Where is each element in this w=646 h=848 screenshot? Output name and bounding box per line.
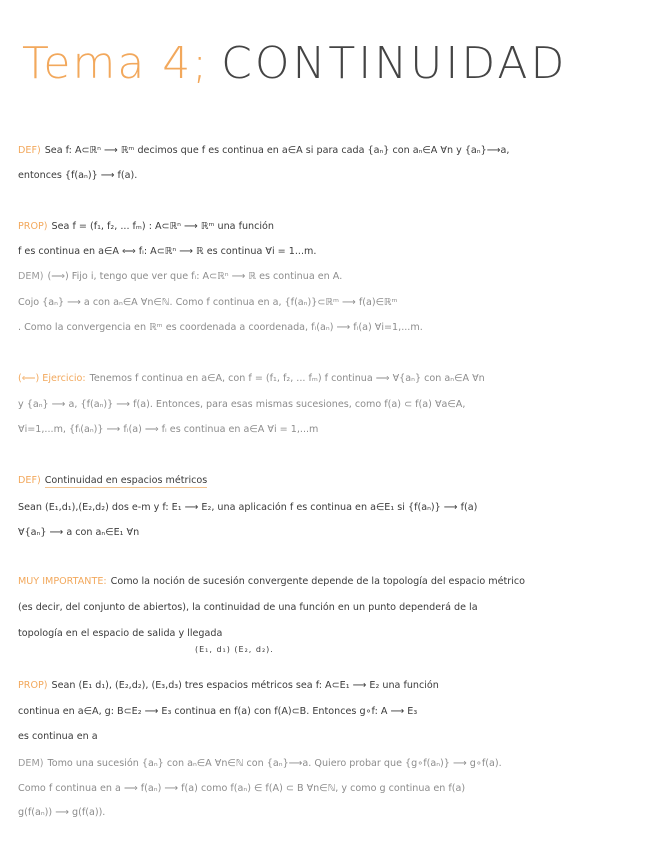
- section-heading: Continuidad en espacios métricos: [45, 475, 208, 488]
- title-part-1: Tema 4;: [22, 38, 210, 89]
- prop-tag: PROP): [18, 680, 48, 691]
- spaces-annotation: (E₁, d₁) (E₂, d₂).: [195, 645, 274, 654]
- prop-line-2: [18, 245, 634, 259]
- dem-text: (⟹) Fijo i, tengo que ver que fᵢ: A⊂ℝⁿ ⟶ ℝ es continua en A.: [47, 271, 343, 282]
- dem-line-2: [18, 296, 634, 310]
- def-tag: DEF): [18, 475, 41, 486]
- important-line-1: [18, 575, 634, 589]
- important-text: topología en el espacio de salida y llegada: [18, 628, 223, 639]
- dem-line-1: [18, 270, 634, 284]
- prop-line-1: [18, 220, 634, 234]
- dem-tag: DEM): [18, 758, 44, 769]
- dem-line-3: [18, 321, 634, 335]
- dem-tag: DEM): [18, 271, 44, 282]
- prop-tag: PROP): [18, 221, 48, 232]
- exercise-line-3: [18, 423, 634, 437]
- def-text: Sean (E₁,d₁),(E₂,d₂) dos e-m y f: E₁ ⟶ E₂, una aplicación f es continua en a∈E₁ si {f(aₙ)} ⟶ f(a): [18, 502, 478, 513]
- dem-text: . Como la convergencia en ℝᵐ es coordenada a coordenada, fᵢ(aₙ) ⟶ fᵢ(a) ∀i=1,...m.: [18, 322, 423, 333]
- dem2-line-1: [18, 757, 634, 771]
- prop2-line-3: [18, 730, 634, 744]
- prop-text: Sean (E₁ d₁), (E₂,d₂), (E₃,d₃) tres espacios métricos sea f: A⊂E₁ ⟶ E₂ una función: [51, 680, 439, 691]
- prop-text: Sea f = (f₁, f₂, ... fₘ) : A⊂ℝⁿ ⟶ ℝᵐ una función: [51, 221, 275, 232]
- dem-text: Cojo {aₙ} ⟶ a con aₙ∈A ∀n∈ℕ. Como f continua en a, {f(aₙ)}⊂ℝᵐ ⟶ f(a)∈ℝᵐ: [18, 297, 398, 308]
- dem-text: Como f continua en a ⟹ f(aₙ) ⟶ f(a) como f(aₙ) ∈ f(A) ⊂ B ∀n∈ℕ, y como g continua en f(a): [18, 783, 466, 794]
- def-metric-heading: [18, 474, 634, 488]
- prop-text: continua en a∈A, g: B⊂E₂ ⟶ E₃ continua en f(a) con f(A)⊂B. Entonces g∘f: A ⟶ E₃: [18, 706, 418, 717]
- exercise-text: ∀i=1,...m, {fᵢ(aₙ)} ⟶ fᵢ(a) ⟹ fᵢ es continua en a∈A ∀i = 1,...m: [18, 424, 319, 435]
- def-metric-line-2: [18, 526, 634, 540]
- def-text: Sea f: A⊂ℝⁿ ⟶ ℝᵐ decimos que f es continua en a∈A si para cada {aₙ} con aₙ∈A ∀n y {aₙ}⟶a,: [44, 145, 510, 156]
- dem-text: g(f(aₙ)) ⟶ g(f(a)).: [18, 807, 106, 818]
- exercise-line-1: [18, 372, 634, 386]
- exercise-text: y {aₙ} ⟶ a, {f(aₙ)} ⟶ f(a). Entonces, para esas mismas sucesiones, como f(a) ⊂ f(a) ∀a∈A,: [18, 399, 466, 410]
- important-tag: MUY IMPORTANTE:: [18, 576, 107, 587]
- dem2-line-3: [18, 806, 634, 820]
- def-continuity-line-1: [18, 144, 634, 158]
- important-line-2: [18, 601, 634, 615]
- exercise-line-2: [18, 398, 634, 412]
- prop2-line-2: [18, 705, 634, 719]
- prop2-line-1: [18, 679, 634, 693]
- important-text: (es decir, del conjunto de abiertos), la continuidad de una función en un punto dependerá de la: [18, 602, 478, 613]
- def-text: entonces {f(aₙ)} ⟶ f(a).: [18, 170, 138, 181]
- def-metric-line-1: [18, 501, 634, 515]
- prop-text: f es continua en a∈A ⟺ fᵢ: A⊂ℝⁿ ⟶ ℝ es continua ∀i = 1...m.: [18, 246, 317, 257]
- important-text: Como la noción de sucesión convergente depende de la topología del espacio métrico: [110, 576, 526, 587]
- exercise-tag: (⟸) Ejercicio:: [18, 373, 86, 384]
- def-continuity-line-2: [18, 169, 634, 183]
- def-text: ∀{aₙ} ⟶ a con aₙ∈E₁ ∀n: [18, 527, 140, 538]
- title-part-2: CONTINUIDAD: [221, 38, 568, 89]
- dem2-line-2: [18, 782, 634, 796]
- page-title: [22, 38, 567, 89]
- exercise-text: Tenemos f continua en a∈A, con f = (f₁, f₂, ... fₘ) f continua ⟹ ∀{aₙ} con aₙ∈A ∀n: [89, 373, 485, 384]
- def-tag: DEF): [18, 145, 41, 156]
- prop-text: es continua en a: [18, 731, 98, 742]
- dem-text: Tomo una sucesión {aₙ} con aₙ∈A ∀n∈ℕ con {aₙ}⟶a. Quiero probar que {g∘f(aₙ)} ⟶ g∘f(a).: [47, 758, 502, 769]
- important-line-3: [18, 627, 634, 641]
